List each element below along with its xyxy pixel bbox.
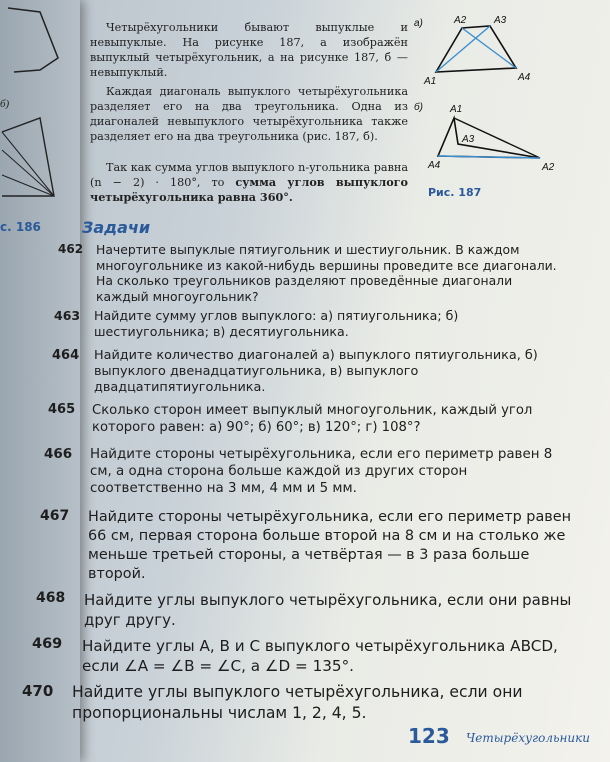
task-text: Начертите выпуклые пятиугольник и шестиугольник. В каждом многоугольнике из какой-нибудь вершины проведите все диагонали. На сколько треугольников разделяют проведённые диагонали каждый многоугольник?: [96, 242, 557, 304]
task-text: Найдите углы выпуклого четырёхугольника, если они равны друг другу.: [84, 591, 572, 629]
task-number: 462: [58, 242, 84, 256]
fig-b-vertex-3: A3: [462, 134, 475, 145]
task-number: 469: [32, 636, 63, 652]
page-number: 123: [408, 724, 450, 748]
theory-paragraph-1: Четырёхугольники бывают выпуклые и невыпуклые. На рисунке 187, а изображён выпуклый четырёхугольник, а на рисунке 187, б — невыпуклый.: [90, 21, 408, 79]
fig-b-vertex-1: A1: [450, 104, 463, 115]
figure-caption: Рис. 187: [428, 186, 482, 199]
fig-a-vertex-1: A1: [424, 76, 437, 87]
previous-figure-ref: с. 186: [0, 220, 41, 234]
fig-a-vertex-2: A2: [454, 15, 467, 26]
task-number: 468: [36, 590, 66, 606]
task-text: Найдите углы A, B и C выпуклого четырёхугольника ABCD, если ∠A = ∠B = ∠C, а ∠D = 135°.: [82, 637, 558, 675]
task-number: 465: [48, 402, 76, 417]
task-number: 470: [22, 682, 54, 700]
fig-b-vertex-4: A4: [428, 160, 441, 171]
task-number: 466: [44, 446, 73, 462]
previous-page-figures: [0, 0, 80, 240]
figure-b-label: б): [414, 102, 423, 113]
task-text: Найдите углы выпуклого четырёхугольника, если они пропорциональны числам 1, 2, 4, 5.: [72, 683, 523, 722]
theory-paragraph-2: Каждая диагональ выпуклого четырёхугольника разделяет его на два треугольника. Одна из диагоналей невыпуклого четырёхугольника также разделяет его на два треугольника (рис. 187, б).: [90, 85, 408, 143]
fig-a-vertex-3: A3: [494, 15, 507, 26]
task-text: Найдите стороны четырёхугольника, если его периметр равен 8 см, а одна сторона больше каждой из других сторон соответственно на 3 мм, 4 мм и 5 мм.: [90, 447, 553, 496]
running-footer-chapter: Четырёхугольники: [466, 731, 591, 745]
task-number: 464: [52, 348, 80, 363]
figure-187: [410, 6, 590, 186]
task-text: Сколько сторон имеет выпуклый многоугольник, каждый угол которого равен: а) 90°; б) 60°; в) 120°; г) 108°?: [92, 403, 533, 435]
tasks-heading: Задачи: [82, 218, 151, 237]
theory-paragraph-3-bold: сумма углов выпуклого четырёхугольника равна 360°.: [90, 175, 408, 204]
figure-a-label: а): [414, 18, 423, 29]
task-text: Найдите стороны четырёхугольника, если его периметр равен 66 см, первая сторона больше второй на 8 см и на столько же меньше третьей стороны, а четвёртая — в 3 раза больше второй.: [88, 509, 572, 582]
task-text: Найдите сумму углов выпуклого: а) пятиугольника; б) шестиугольника; в) десятиугольника.: [94, 308, 459, 339]
task-number: 467: [40, 508, 70, 524]
task-number: 463: [54, 308, 81, 323]
theory-paragraph-3: [90, 160, 408, 205]
previous-figure-label: б): [0, 98, 10, 110]
theory-paragraph-3-plain: Так как сумма углов выпуклого n-угольника равна (n − 2) · 180°, то: [90, 161, 408, 189]
fig-a-vertex-4: A4: [518, 72, 531, 83]
fig-b-vertex-2: A2: [542, 162, 555, 173]
task-text: Найдите количество диагоналей а) выпуклого пятиугольника, б) выпуклого двенадцатиугольника, в) выпуклого двадцатипятиугольника.: [94, 348, 538, 395]
